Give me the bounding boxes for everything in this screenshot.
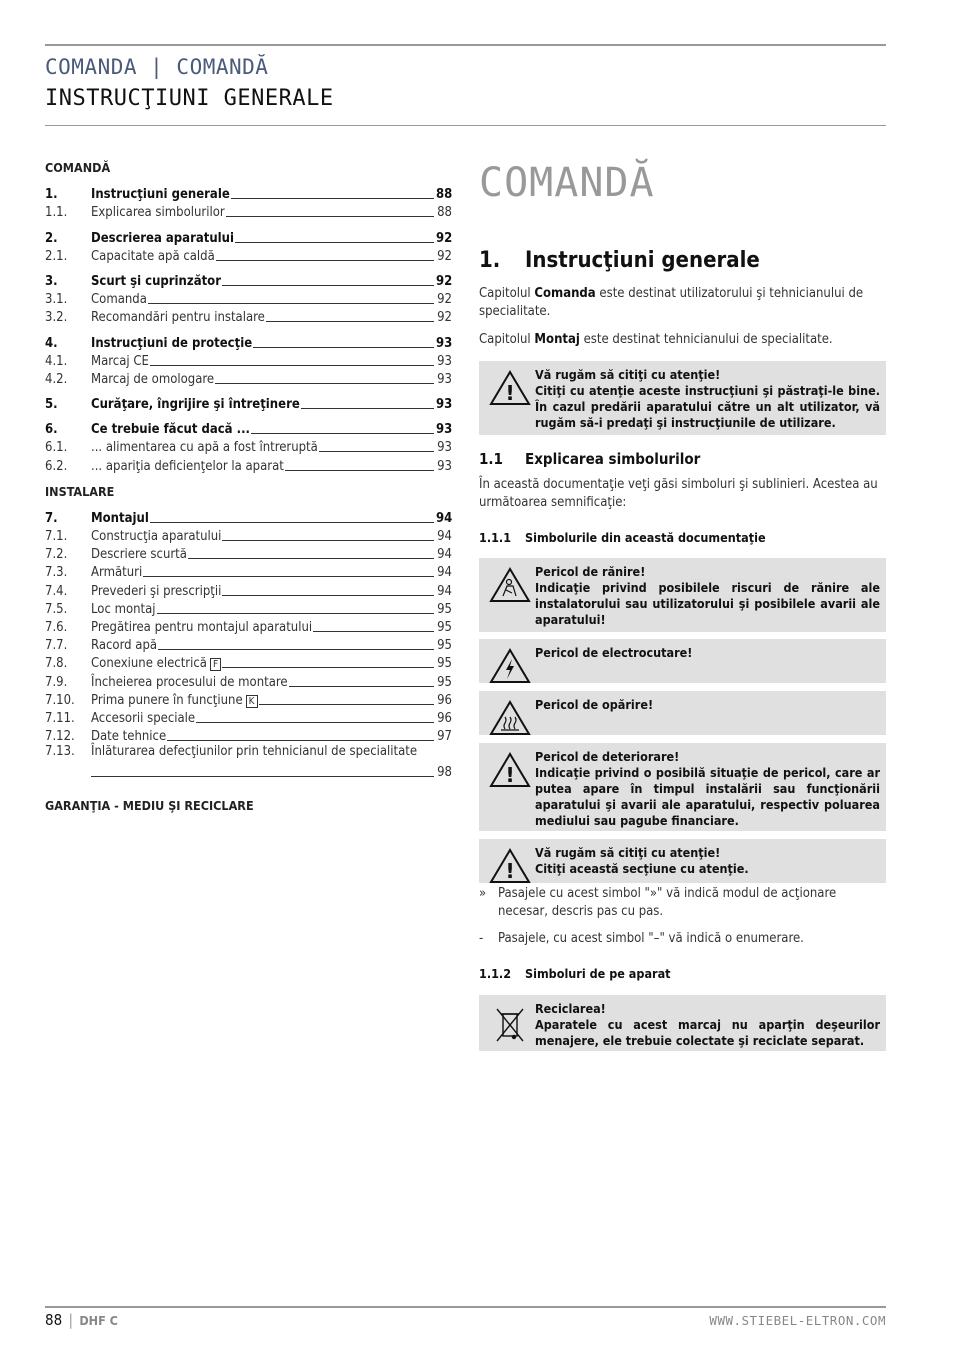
warning-triangle-icon xyxy=(489,369,531,407)
toc-number: 4.1. xyxy=(45,353,68,369)
toc-label: Explicarea simbolurilor xyxy=(91,205,225,221)
toc-number: 7. xyxy=(45,510,58,526)
list-item-action: » Pasajele cu acest simbol "»" vă indică modul de acţionare necesar, descris pas cu pas. xyxy=(479,886,837,919)
toc-leader xyxy=(235,242,434,243)
toc-row[interactable] xyxy=(45,726,452,744)
toc-label: Racord apă xyxy=(91,638,158,654)
toc-leader xyxy=(196,722,434,723)
toc-row[interactable] xyxy=(45,184,452,202)
toc-label: Ce trebuie făcut dacă ... xyxy=(91,422,250,438)
note-recycling: Reciclarea! Aparatele cu acest marcaj nu aparţin deşeurilor menajere, ele trebuie colectate şi reciclate separat. xyxy=(479,995,886,1051)
note-injury: Pericol de rănire! Indicaţie privind posibilele riscuri de rănire ale instalatorului sau utilizatorului şi posibilele avarii ale aparatului! xyxy=(479,558,886,632)
toc-number: 7.9. xyxy=(45,674,68,690)
toc-number: 6.1. xyxy=(45,440,68,456)
toc-label: Comanda xyxy=(91,292,147,308)
note-scalding: Pericol de opărire! xyxy=(479,691,886,735)
toc-number: 7.11. xyxy=(45,710,75,726)
toc-label: Curăţare, îngrijire şi întreţinere xyxy=(91,397,300,413)
toc-leader xyxy=(289,686,434,687)
paragraph-montaj: Capitolul Montaj este destinat tehnicianului de specialitate. xyxy=(479,332,833,347)
toc-label: Montajul xyxy=(91,510,149,526)
toc-leader xyxy=(231,198,434,199)
svg-text:!: ! xyxy=(505,859,515,883)
toc-page: 92 xyxy=(437,310,452,326)
toc-leader xyxy=(143,576,434,577)
toc-page: 94 xyxy=(436,510,453,526)
heading-2: 1.1 Explicarea simbolurilor xyxy=(479,450,701,468)
toc-row[interactable] xyxy=(45,617,452,635)
toc-leader xyxy=(301,408,434,409)
toc-page: 97 xyxy=(437,729,452,745)
toc-leader xyxy=(148,303,434,304)
toc-page: 95 xyxy=(437,601,452,617)
toc-row[interactable] xyxy=(45,437,452,455)
toc-label: Descrierea aparatului xyxy=(91,230,234,246)
toc-leader xyxy=(222,285,434,286)
toc-row[interactable] xyxy=(45,455,452,473)
toc-leader xyxy=(313,631,434,632)
table-of-contents xyxy=(45,160,452,822)
toc-label: Construcţia aparatului xyxy=(91,529,222,544)
toc-page: 95 xyxy=(437,656,452,672)
header-chapter-title: INSTRUCŢIUNI GENERALE xyxy=(45,86,334,111)
toc-section-instalare: INSTALARE xyxy=(45,483,115,499)
chapter-marker-box: F xyxy=(210,658,221,671)
toc-number: 7.5. xyxy=(45,601,68,617)
heading-text: Instrucţiuni generale xyxy=(525,248,760,273)
toc-label: Armături xyxy=(91,565,143,581)
toc-label: Prima punere în funcţiune xyxy=(91,692,243,708)
toc-row[interactable] xyxy=(45,307,452,325)
toc-label: Prevederi şi prescripţii xyxy=(91,583,222,599)
toc-label: Date tehnice xyxy=(91,729,167,745)
toc-leader xyxy=(158,649,434,650)
toc-number: 1.1. xyxy=(45,205,68,221)
heading-3-device-symbols: 1.1.2 Simboluri de pe aparat xyxy=(479,966,671,981)
toc-leader xyxy=(266,321,434,322)
toc-page: 93 xyxy=(437,440,452,456)
toc-row[interactable] xyxy=(45,271,452,289)
toc-leader xyxy=(253,347,434,348)
toc-label: ... apariţia deficienţelor la aparat xyxy=(91,458,284,474)
toc-leader xyxy=(216,260,434,261)
toc-number: 4.2. xyxy=(45,371,68,387)
toc-label: Descriere scurtă xyxy=(91,547,187,563)
paragraph-symbols: În această documentaţie veţi găsi simboluri şi sublinieri. Acestea au următoarea semnificaţie: xyxy=(479,477,878,510)
note-electrocution: Pericol de electrocutare! xyxy=(479,639,886,683)
toc-label: Marcaj CE xyxy=(91,353,149,369)
footer-url: WWW.STIEBEL-ELTRON.COM xyxy=(709,1313,886,1328)
toc-leader xyxy=(285,470,434,471)
toc-label: Instrucţiuni de protecţie xyxy=(91,335,253,351)
toc-row[interactable] xyxy=(45,653,452,671)
toc-page: 95 xyxy=(437,619,452,635)
svg-text:!: ! xyxy=(505,381,515,405)
toc-page: 98 xyxy=(437,765,452,781)
toc-label: Capacitate apă caldă xyxy=(91,248,215,264)
toc-leader xyxy=(259,704,434,705)
warning-triangle-icon xyxy=(489,751,531,789)
toc-row[interactable] xyxy=(45,508,452,526)
page-title: COMANDĂ xyxy=(479,160,655,206)
header-bottom-rule xyxy=(45,125,886,126)
toc-leader xyxy=(251,433,434,434)
toc-page: 92 xyxy=(436,230,453,246)
toc-label: Instrucţiuni generale xyxy=(91,187,230,203)
toc-page: 88 xyxy=(437,205,452,221)
toc-row[interactable] xyxy=(45,351,452,369)
toc-label: Recomandări pentru instalare xyxy=(91,310,265,326)
toc-row[interactable] xyxy=(45,289,452,307)
toc-row[interactable] xyxy=(45,202,452,220)
note-read-section: ! Vă rugăm să citiţi cu atenţie! Citiţi această secţiune cu atenţie. xyxy=(479,839,886,883)
toc-row[interactable] xyxy=(45,526,452,544)
toc-row[interactable] xyxy=(45,708,452,726)
toc-label: Conexiune electrică xyxy=(91,656,207,672)
toc-row[interactable] xyxy=(45,562,452,580)
injury-hazard-icon xyxy=(489,566,531,604)
electric-hazard-icon xyxy=(489,647,531,685)
toc-page: 94 xyxy=(437,547,452,563)
toc-leader xyxy=(222,595,434,596)
toc-number: 7.2. xyxy=(45,547,68,563)
toc-page: 95 xyxy=(437,674,452,690)
toc-number: 2.1. xyxy=(45,248,68,264)
toc-page: 95 xyxy=(437,638,452,654)
svg-text:!: ! xyxy=(505,763,515,787)
toc-number: 6.2. xyxy=(45,458,68,474)
toc-page: 88 xyxy=(436,187,453,203)
toc-page: 93 xyxy=(436,422,453,438)
toc-leader xyxy=(150,365,434,366)
toc-number: 5. xyxy=(45,397,58,413)
toc-page: 92 xyxy=(437,248,452,264)
toc-label: Scurt şi cuprinzător xyxy=(91,273,221,289)
toc-leader xyxy=(226,216,434,217)
heading-3-doc-symbols: 1.1.1 Simbolurile din această documentaţie xyxy=(479,530,766,545)
toc-row-wrapped[interactable] xyxy=(45,744,452,780)
page-number: 88 xyxy=(45,1311,63,1329)
toc-section-comanda: COMANDĂ xyxy=(45,160,111,175)
toc-label: Loc montaj xyxy=(91,601,156,617)
hot-surface-icon xyxy=(489,699,531,737)
toc-page: 94 xyxy=(437,529,452,544)
toc-label: Încheierea procesului de montare xyxy=(91,674,288,690)
toc-label: Accesorii speciale xyxy=(91,710,196,726)
toc-leader xyxy=(319,451,434,452)
toc-row[interactable] xyxy=(45,544,452,562)
toc-row[interactable] xyxy=(45,580,452,598)
toc-number: 7.3. xyxy=(45,565,68,581)
toc-leader xyxy=(157,613,434,614)
header-section-title: COMANDA | COMANDĂ xyxy=(45,55,269,79)
toc-page: 92 xyxy=(436,273,453,289)
toc-row[interactable] xyxy=(45,369,452,387)
toc-page: 93 xyxy=(436,335,453,351)
toc-row[interactable] xyxy=(45,635,452,653)
header-top-rule xyxy=(45,44,886,46)
toc-section-garantia: GARANŢIA - MEDIU ŞI RECICLARE xyxy=(45,798,254,814)
toc-number: 6. xyxy=(45,422,58,438)
toc-page: 93 xyxy=(437,371,452,387)
toc-leader xyxy=(222,540,434,541)
toc-page: 94 xyxy=(437,565,452,581)
footer-page-info: 88 | DHF C xyxy=(45,1311,118,1329)
heading-number: 1. xyxy=(479,248,501,273)
toc-number: 3. xyxy=(45,273,58,289)
toc-label: Înlăturarea defecţiunilor prin tehnicianul de specialitate xyxy=(91,744,418,760)
note-read-carefully: ! Vă rugăm să citiţi cu atenţie! Citiţi cu atenţie aceste instrucţiuni şi păstraţi-le bine. În cazul predării aparatului către un alt utilizator, vă rugăm să-i predaţi şi instrucţiunile de utilizare. xyxy=(479,361,886,435)
toc-number: 7.8. xyxy=(45,656,68,672)
toc-number: 7.1. xyxy=(45,529,68,544)
warning-triangle-icon xyxy=(489,847,531,885)
toc-page: 96 xyxy=(437,710,452,726)
toc-row[interactable] xyxy=(45,599,452,617)
toc-row[interactable] xyxy=(45,227,452,245)
footer-rule xyxy=(45,1306,886,1308)
heading-1 xyxy=(479,248,760,273)
chapter-marker-box: K xyxy=(246,695,258,708)
model-name: DHF C xyxy=(79,1313,118,1328)
list-item-enumeration: - Pasajele, cu acest simbol "–" vă indică o enumerare. xyxy=(479,931,804,946)
toc-number: 7.12. xyxy=(45,729,75,745)
toc-leader xyxy=(167,740,434,741)
toc-number: 7.6. xyxy=(45,619,68,635)
toc-number: 7.4. xyxy=(45,583,68,599)
toc-row[interactable] xyxy=(45,671,452,689)
toc-page: 93 xyxy=(437,458,452,474)
toc-number: 1. xyxy=(45,187,58,203)
toc-leader xyxy=(188,558,434,559)
toc-number: 2. xyxy=(45,230,58,246)
toc-row[interactable] xyxy=(45,246,452,264)
toc-number: 7.13. xyxy=(45,744,75,760)
toc-page: 94 xyxy=(437,583,452,599)
toc-row[interactable] xyxy=(45,419,452,437)
toc-page: 92 xyxy=(437,292,452,308)
toc-number: 7.10. xyxy=(45,692,75,708)
toc-number: 3.1. xyxy=(45,292,68,308)
toc-label: Marcaj de omologare xyxy=(91,371,215,387)
toc-row[interactable] xyxy=(45,394,452,412)
toc-page: 93 xyxy=(437,353,452,369)
toc-label: Pregătirea pentru montajul aparatului xyxy=(91,619,313,635)
note-damage: ! Pericol de deteriorare! Indicaţie privind o posibilă situaţie de pericol, care ar putea apare în timpul instalării sau funcţionării aparatului şi avarii ale aparatului, respectiv poluarea mediului sau pagube financiare. xyxy=(479,743,886,831)
toc-row[interactable] xyxy=(45,332,452,350)
toc-number: 7.7. xyxy=(45,638,68,654)
toc-leader xyxy=(222,667,434,668)
paragraph-comanda: Capitolul Comanda este destinat utilizatorului şi tehnicianului de specialitate. xyxy=(479,286,864,319)
toc-label: ... alimentarea cu apă a fost întreruptă xyxy=(91,440,318,456)
toc-row[interactable] xyxy=(45,690,452,708)
toc-number: 3.2. xyxy=(45,310,68,326)
recycling-bin-icon xyxy=(489,1005,531,1043)
toc-page: 96 xyxy=(437,692,452,708)
toc-number: 4. xyxy=(45,335,58,351)
toc-leader xyxy=(150,522,434,523)
toc-page: 93 xyxy=(436,397,453,413)
toc-leader xyxy=(215,383,434,384)
